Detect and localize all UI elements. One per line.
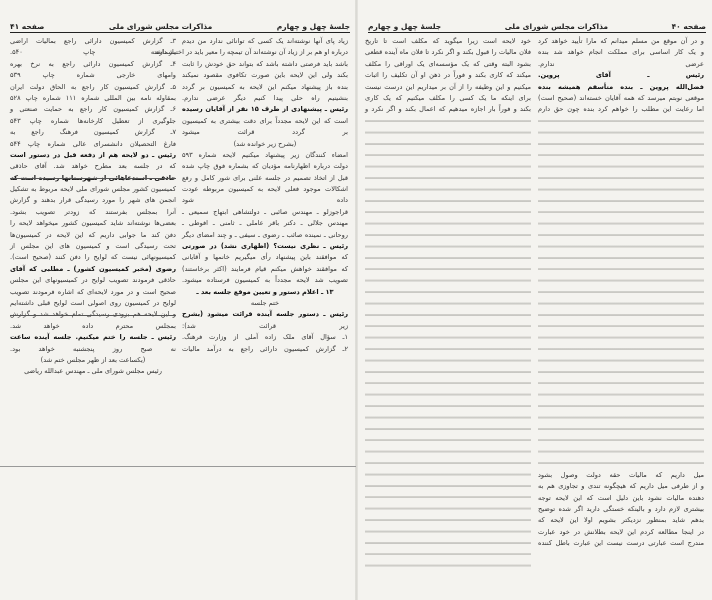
- text-line: بکند و فوراً بار اجازه میدهیم که اعمال بکند و اگر نکرد و: [365, 105, 531, 114]
- text-line: و در آن موقع من مسلم میدانم که مارا تأیید خواهد کرد: [538, 37, 704, 45]
- section-divider: [10, 315, 176, 316]
- page-header: [10, 21, 350, 33]
- text-line: که موافقند باین پیشنهاد رأی میگیریم خانمها و آقایانی: [182, 253, 348, 262]
- text-line: بشود البته وقتی که یک مؤسسه‌ای یک اوراقی را مکلف: [365, 59, 531, 68]
- text-line: تحت رسیدگی است و کمیسیون های این مجلس از: [10, 242, 176, 251]
- text-line: رئیس ـ آقای پروین.: [538, 71, 704, 80]
- text-line: بشماره چاپ ۵۴۰.: [10, 48, 176, 57]
- text-line: (بشرح زیر خوانده شد): [233, 139, 297, 148]
- session-title: جلسهٔ چهل و چهارم: [276, 22, 350, 31]
- text-line: در اینجا مطالعه کردم این لایحه بطلانش در خود عبارت: [538, 527, 704, 536]
- session-title: جلسهٔ چهل و چهارم: [368, 22, 442, 31]
- text-column-left: [10, 36, 176, 378]
- text-line: رضوی (مخبر کمیسیون کشور) ـ مطلبی که آقای: [10, 264, 176, 273]
- text-line: ۶ـ گزارش کمیسیون کار راجع به حمایت صنعتی و: [10, 105, 176, 114]
- text-line: بر گردد قرائت میشود: [182, 128, 348, 137]
- text-line: جلوگیری از تعطیل کارخانه‌ها شماره چاپ ۵۴۳: [10, 116, 176, 125]
- page-number: صفحه ۴۰: [671, 22, 706, 31]
- publication-title: مذاکرات مجلس شورای ملی: [108, 22, 213, 31]
- text-line: زیر قرائت شد):: [182, 321, 348, 330]
- text-line: بمقاوله نامه بین المللی شماره ۱۱۱ شماره چاپ ۵۲۸: [10, 93, 176, 102]
- text-line: که موافقند خواهش میکنم قیام فرمایند (اکثر برخاستند): [182, 264, 348, 273]
- text-line: اما رعایت این مطلب را خواهم کرد بنده چون حق دارم: [538, 105, 704, 114]
- text-line: ۲ـ گزارش کمیسیون دارائی راجع به درآمد مالیات: [182, 344, 348, 353]
- text-line: و یک کار اساسی برای مملکت انجام خواهد شد بنده: [538, 48, 704, 57]
- text-line: ۳ـ گزارش کمیسیون دارائی راجع بمالیات اراضی: [10, 37, 176, 45]
- text-line: رئیس ـ نظری نیست؟ (اظهاری نشد) در صورتی: [182, 242, 348, 251]
- text-column-left: [365, 36, 531, 576]
- text-line: موقعی نوبتم میرسد که همه آقایان خسته‌اند (صحیح است): [538, 93, 704, 102]
- text-line: ختم جلسه: [250, 298, 280, 307]
- text-line: قراجوزلو ـ مهندس صائبی ـ دولتشاهی ابتهاج سمیعی ـ: [182, 207, 348, 216]
- text-line: فارغ التحصیلان دانشسرای عالی شماره چاپ ۵۴۴: [10, 139, 176, 148]
- page-number: صفحه ۴۱: [10, 22, 45, 31]
- text-line: رئیس ـ جلسه را ختم میکنیم. جلسه آینده ساعت: [10, 333, 176, 342]
- text-line: زیاد پای آنها نوشته‌اند یک کسی که توانائی ندارد من دیدم: [182, 37, 348, 45]
- text-line: بنشینیم راه حلی پیدا کنیم دیگر عرضی ندارم.: [182, 93, 348, 102]
- text-line: که در جلسه بعد مطرح خواهد شد. آقای حاذقی: [10, 162, 176, 171]
- text-line: میکنیم و این وظیفه را از آن بر میداریم این درست نیست: [365, 82, 531, 91]
- text-line: نه صبح روز پنجشنبه خواهد بود.: [10, 344, 176, 353]
- text-line: قبل از اتخاذ تصمیم در جلسه علنی برای شور کامل و رفع: [182, 173, 348, 182]
- text-line: انجمن های شهر را مورد رسیدگی قرار بدهند و گزارش: [10, 196, 176, 205]
- text-line: باشد باید فرصتی داشته باشد که بتواند حق خودش را ثابت: [182, 59, 348, 68]
- text-line: میل داریم که مالیات حقه دولت وصول بشود: [538, 470, 704, 479]
- text-line: داده شود: [182, 196, 348, 205]
- text-line: فلان مالیات را قبول بکند و اگر نکرد تا فلان ماه آینده قطعی: [365, 48, 531, 57]
- text-line: ۵ـ گزارش کمیسیون کار راجع به الحاق دولت ایران: [10, 82, 176, 91]
- text-line: روحانی ـ نمینده صائب ـ رضوی ـ سیفی ـ و چند امضای دیگر: [182, 230, 348, 239]
- text-line: عرضی ندارم.: [538, 59, 704, 68]
- text-line: بیشتری لازم دارد و بالینکه خستگی دارید اگر شده توضیح: [538, 504, 704, 513]
- text-line: حاذقی فرمودند تصویب لوایح در کمیسیونهای این مجلس: [10, 276, 176, 285]
- text-line: لوایح در کمیسیون روی اصولی است لوایح قبلی داشته‌ایم: [10, 298, 176, 307]
- text-line: مهندس جلالی ـ دکتر باقر عاملی ـ ثامنی ـ افوطی ـ: [182, 219, 348, 228]
- text-line: دفن کند ما جوابی داریم که این لایحه در کمیسیون‌ها: [10, 230, 176, 239]
- text-line: صحیح است و در مورد لایحه‌ای که اشاره فرمودند تصویب: [10, 287, 176, 296]
- text-line: آنرا بمجلس بفرستند که زودتر تصویب بشود.: [10, 207, 176, 216]
- text-line: درباره او هم بر از زیاد آن نوشته‌اند آن تیمچه را معیر باید در اختیار داشته: [150, 48, 348, 57]
- text-line: مندرج است عبارتی درست نیست این عبارت باطل کننده: [538, 539, 704, 548]
- page-header: [368, 21, 706, 33]
- text-line: برای اینکه ما یک کسی را مکلف میکنیم که یک کاری: [365, 93, 531, 102]
- text-line: کمیسیون کشور مجلس شورای ملی لایحه مربوط به تشکیل: [10, 185, 176, 194]
- text-line: ۴ـ گزارش کمیسیون دارائی راجع به نرخ بهره: [10, 59, 176, 68]
- text-line: ۱۳ ـ اعلام دستور و تعیین موقع جلسه بعد ـ: [196, 287, 334, 296]
- section-divider: [10, 178, 176, 179]
- text-line: میکند که کاری بکند و فوراً در ذهن او آن تکلیف را اثبات: [365, 71, 531, 80]
- text-line: اشکالات موجود فعلی لایحه به کمیسیون مربوطه عودت: [182, 185, 348, 194]
- text-line: بمجلس محترم داده خواهد شد.: [10, 321, 176, 330]
- text-column-right: [150, 36, 348, 355]
- text-line: رئیس ـ پیشنهادی از طرف ۱۵ نفر از آقایان رسیده: [182, 105, 348, 114]
- publication-title: مذاکرات مجلس شورای ملی: [504, 22, 609, 31]
- illegible-text-block: [365, 116, 531, 572]
- text-line: رئیس مجلس شورای ملی ـ مهندس عبدالله ریاضی: [24, 367, 162, 376]
- text-line: تصویب شد لایحه مجدداً به کمیسیون فرستاده میشود.: [182, 276, 348, 285]
- page-40: [358, 0, 712, 600]
- text-line: ۱ـ سؤال آقای ملک زاده آملی از وزارت فرهنگ.: [182, 333, 348, 342]
- text-line: کمیسیونهائی نیست که لوایح را دفن کنند (صحیح است).: [10, 253, 176, 262]
- text-line: رئیس ـ دو لایحه هم از دفعه قبل در دستور است: [10, 150, 176, 159]
- illegible-text-block: [538, 116, 704, 470]
- text-line: دولت درباره اظهارنامه مؤدیان که بشماره فوق چاپ شده: [182, 162, 348, 171]
- text-line: بعضی‌ها نوشته‌اند شاید کمیسیون کشور میخواهد لایحه را: [10, 219, 176, 228]
- text-line: و از طرفی میل داریم که هیچگونه تندی و تجاوزی هم به: [538, 482, 704, 491]
- text-line: است که این لایحه مجدداً برای دقت بیشتری به کمیسیون: [182, 116, 348, 125]
- text-line: ۷ـ گزارش کمیسیون فرهنگ راجع به: [10, 128, 176, 137]
- text-line: بکند ولی این لایحه باین صورت تکافوی مقصود نمیکند: [182, 71, 348, 80]
- page-bottom-edge: [0, 466, 356, 467]
- text-line: امضاء کنندگان زیر پیشنهاد میکنیم لایحه شماره ۵۹۳: [182, 150, 348, 159]
- text-line: بنده باز پیشنهاد میکنم این لایحه به کمیسیون بر گردد: [182, 82, 348, 91]
- text-line: رئیس ـ دستور جلسه آینده قرائت میشود (بشرح: [182, 310, 348, 319]
- text-line: فضل‌الله پروین ـ بنده متأسفم همیشه بنده: [538, 82, 704, 91]
- text-line: دهنده مالیات نشود باین دلیل است که این لایحه توجه: [538, 493, 704, 502]
- text-column-right: [538, 36, 704, 576]
- text-line: وامهای خارجی شماره چاپ ۵۳۹: [10, 71, 176, 80]
- text-line: خود لایحه است زیرا میگوید که مکلف است تا تاریخ: [365, 37, 531, 45]
- text-line: بدهم شاید بمنظور نزدیکتر بشویم اولا این لایحه که: [538, 516, 704, 525]
- text-line: (یکساعت بعد از ظهر مجلس ختم شد): [40, 355, 146, 364]
